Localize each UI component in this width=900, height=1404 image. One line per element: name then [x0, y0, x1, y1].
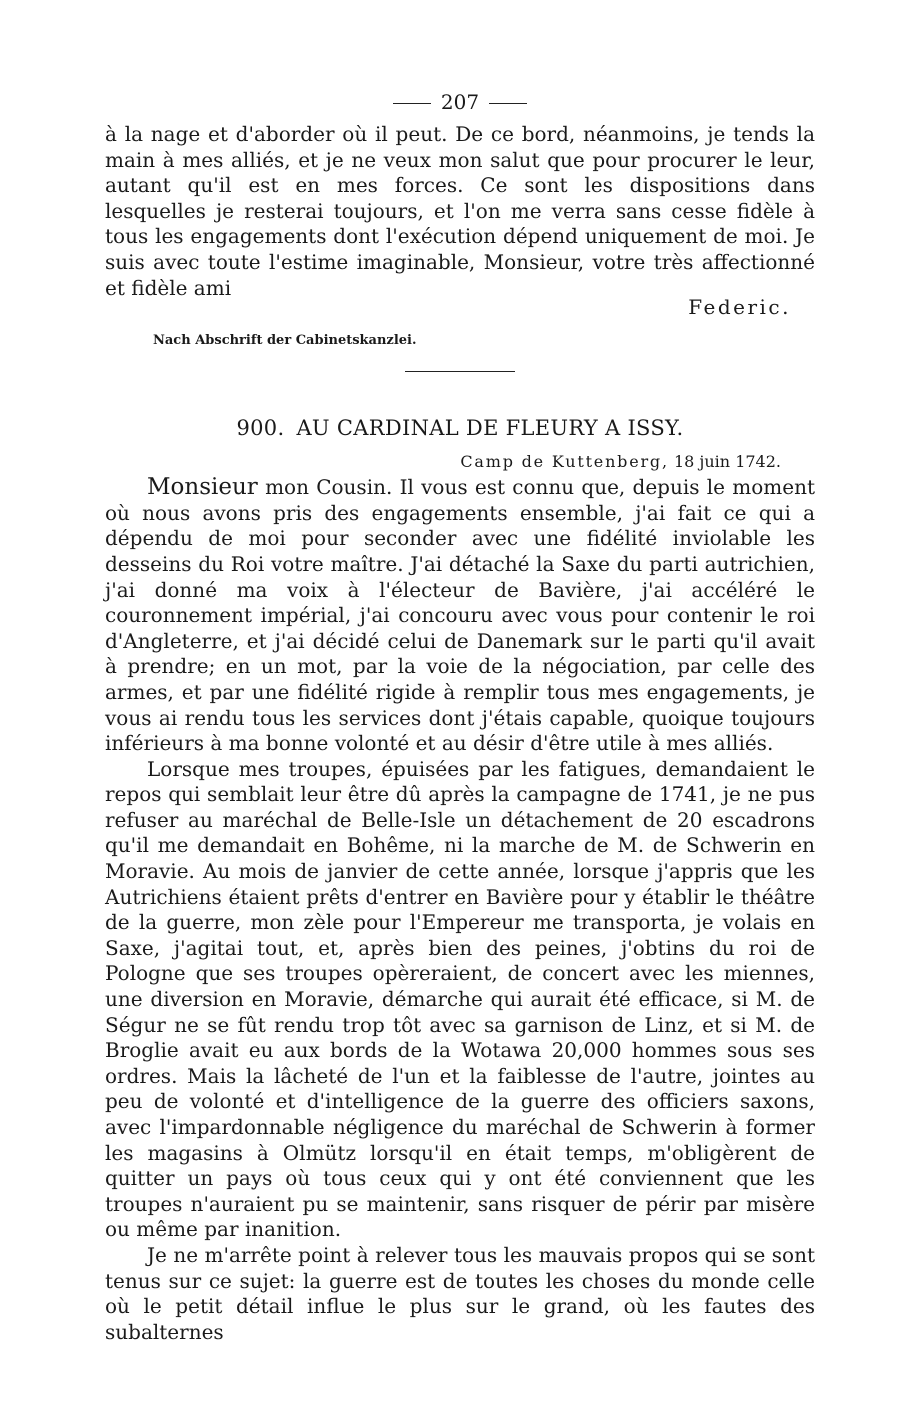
- dateline-place: Camp de Kuttenberg,: [460, 452, 669, 472]
- salutation-word: Monsieur: [147, 474, 258, 501]
- page-number: 207: [440, 90, 480, 114]
- letter-paragraph-2: Lorsque mes troupes, épuisées par les fatigues, demandaient le repos qui semblait leur être dû après la campagne de 1741, je ne pus refuser au maréchal de Belle-Isle un détachement de 20 escadrons qu'il me demandait en Bohême, ni la marche de M. de Schwerin en Moravie. Au mois de janvier de cette année, lorsque j'appris que les Autrichiens étaient prêts d'entrer en Bavière pour y établir le théâtre de la guerre, mon zèle pour l'Empereur me transporta, je volais en Saxe, j'agitai tout, et, après bien des peines, j'obtins du roi de Pologne que ses troupes opèreraient, de concert avec les miennes, une diversion en Moravie, démarche qui aurait été efficace, si M. de Ségur ne se fût rendu trop tôt avec sa garnison de Linz, et si M. de Broglie avait eu aux bords de la Wotawa 20,000 hommes sous ses ordres. Mais la lâcheté de l'un et la faiblesse de l'autre, jointes au peu de volonté et d'intelligence de la guerre des officiers saxons, avec l'impardonnable négligence du maréchal de Schwerin à former les magasins à Olmütz lorsqu'il en était temps, m'obligèrent de quitter un pays où tous ceux qui y ont été conviennent que les troupes n'auraient pu se maintenir, sans risquer de périr par misère ou même par inanition.: [105, 756, 815, 1242]
- letter-number: 900.: [236, 416, 285, 441]
- letter-heading: [105, 416, 815, 440]
- letter-paragraph-3: Je ne m'arrête point à relever tous les mauvais propos qui se sont tenus sur ce sujet: la guerre est de toutes les choses du monde celle où le petit détail influe le plus sur le grand, où les fautes des subalternes: [105, 1242, 815, 1344]
- source-note: Nach Abschrift der Cabinetskanzlei.: [153, 333, 417, 349]
- page: [105, 92, 815, 1345]
- signature: Federic.: [688, 295, 791, 320]
- dateline-date: 18 juin 1742.: [673, 452, 781, 472]
- left-dash: [393, 103, 431, 104]
- letter-paragraph-1: [105, 475, 815, 757]
- continuation-paragraph: à la nage et d'aborder où il peut. De ce bord, néanmoins, je tends la main à mes alliés, et je ne veux mon salut que pour procurer le leur, autant qu'il est en mes forces. Ce sont les dispositions dans lesquelles je resterai toujours, et l'on me verra sans cesse fidèle à tous les engagements dont l'exécution dépend uniquement de moi. Je suis avec toute l'estime imaginable, Monsieur, votre très affectionné et fidèle ami: [105, 122, 815, 300]
- signature-row: [105, 295, 815, 327]
- right-dash: [489, 103, 527, 104]
- letter-title: AU CARDINAL DE FLEURY A ISSY.: [296, 416, 684, 441]
- running-head: [105, 92, 815, 112]
- dateline: [105, 452, 781, 471]
- paragraph-1-text: mon Cousin. Il vous est connu que, depuis le moment où nous avons pris des engagements ensemble, j'ai fait ce qui a dépendu de moi pour seconder avec une fidélité inviolable les desseins du Roi votre maître. J'ai détaché la Saxe du parti autrichien, j'ai donné ma voix à l'électeur de Bavière, j'ai accéléré le couronnement impérial, j'ai concouru avec vous pour contenir le roi d'Angleterre, et j'ai décidé celui de Danemark sur le parti qu'il avait à prendre; en un mot, par la voie de la négociation, par celle des armes, et par une fidélité rigide à remplir tous mes engagements, je vous ai rendu tous les services dont j'étais capable, quoique toujours inférieurs à ma bonne volonté et au désir d'être utile à mes alliés.: [105, 475, 815, 756]
- section-divider: [405, 371, 515, 372]
